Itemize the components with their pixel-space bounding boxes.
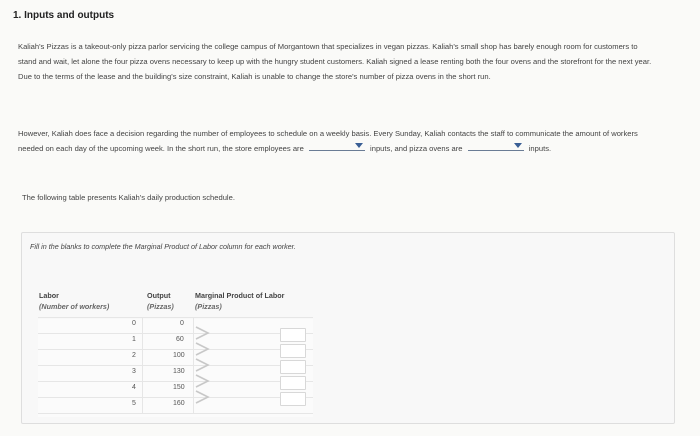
mpl-input-worker-1[interactable] (280, 328, 306, 342)
chevron-right-icon (196, 359, 208, 371)
labor-cell: 5 (132, 400, 136, 407)
table-divider (38, 333, 313, 334)
mpl-input-worker-5[interactable] (280, 392, 306, 406)
table-divider (38, 349, 313, 350)
mpl-input-worker-4[interactable] (280, 376, 306, 390)
table-intro: The following table presents Kaliah's daily production schedule. (22, 193, 235, 202)
chevron-right-icon (196, 343, 208, 355)
chevron-right-icon (196, 391, 208, 403)
output-cell: 100 (173, 352, 185, 359)
decision-text-b: inputs, and pizza ovens are (370, 144, 463, 153)
intro-paragraph: Kaliah's Pizzas is a takeout-only pizza parlor servicing the college campus of Morgantown that specializes in vegan pizzas. Kaliah's small shop has barely enough room for customers to stand and wait, let alone the four pizza ovens necessary to keep up with the hungry student customers. Kaliah signed a lease renting both the four ovens and the storefront for the next year. Due to the terms of the lease and the building's size constraint, Kaliah is unable to change the store's number of pizza ovens in the short run. (18, 42, 652, 81)
output-subheader: (Pizzas) (147, 302, 174, 311)
ovens-input-type-dropdown[interactable] (468, 141, 524, 151)
decision-paragraph (18, 126, 658, 156)
employees-input-type-dropdown[interactable] (309, 141, 365, 151)
labor-cell: 1 (132, 336, 136, 343)
table-divider (38, 365, 313, 366)
chevron-right-icon (196, 375, 208, 387)
output-cell: 0 (180, 320, 184, 327)
question-title: 1. Inputs and outputs (13, 10, 115, 21)
table-divider (38, 317, 313, 318)
mpl-input-worker-2[interactable] (280, 344, 306, 358)
decision-text-c: inputs. (528, 144, 552, 153)
mpl-subheader: (Pizzas) (195, 302, 222, 311)
labor-cell: 4 (132, 384, 136, 391)
exercise-panel (21, 232, 675, 424)
dropdown-arrow-icon (514, 143, 522, 148)
chevron-right-icon (196, 327, 208, 339)
labor-header: Labor (39, 291, 59, 300)
table-divider (38, 413, 313, 414)
output-cell: 150 (173, 384, 185, 391)
table-divider (38, 381, 313, 382)
decision-text-a: However, Kaliah does face a decision regarding the number of employees to schedule on a weekly basis. Every Sunday, Kaliah contacts the staff to communicate the amount of workers needed on each day of the upcoming week. In the short run, the store employees are (18, 129, 638, 153)
chevron-right-icon-group (193, 325, 213, 407)
labor-cell: 3 (132, 368, 136, 375)
output-cell: 160 (173, 400, 185, 407)
panel-instruction: Fill in the blanks to complete the Marginal Product of Labor column for each worker. (30, 242, 296, 251)
dropdown-arrow-icon (355, 143, 363, 148)
labor-cell: 0 (132, 320, 136, 327)
table-column-line (142, 317, 143, 413)
mpl-input-worker-3[interactable] (280, 360, 306, 374)
output-header: Output (147, 291, 171, 300)
labor-cell: 2 (132, 352, 136, 359)
output-cell: 60 (176, 336, 184, 343)
mpl-header: Marginal Product of Labor (195, 291, 285, 300)
output-cell: 130 (173, 368, 185, 375)
labor-subheader: (Number of workers) (39, 302, 110, 311)
table-divider (38, 397, 313, 398)
